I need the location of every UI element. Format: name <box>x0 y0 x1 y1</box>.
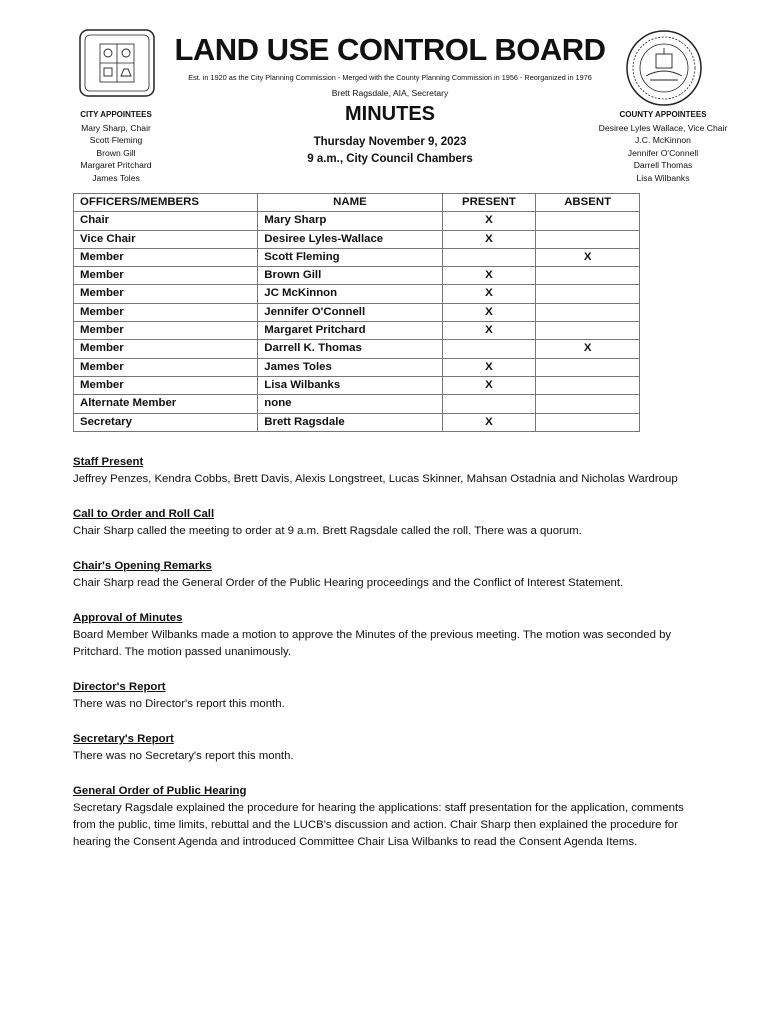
member-role: Vice Chair <box>74 230 258 248</box>
absent-mark: X <box>536 340 640 358</box>
absent-mark <box>536 395 640 413</box>
member-role: Member <box>74 358 258 376</box>
absent-mark: X <box>536 248 640 266</box>
table-row <box>74 303 640 321</box>
minutes-section <box>73 783 693 851</box>
member-name: Brown Gill <box>258 267 442 285</box>
present-mark <box>442 395 536 413</box>
member-name: James Toles <box>258 358 442 376</box>
table-row <box>74 413 640 431</box>
absent-mark <box>536 376 640 394</box>
establishment-note: Est. in 1920 as the City Planning Commission - Merged with the County Planning Commission in 1956 - Reorganized in 1976 <box>188 73 592 82</box>
table-row <box>74 267 640 285</box>
member-name: Scott Fleming <box>258 248 442 266</box>
member-role: Member <box>74 303 258 321</box>
absent-mark <box>536 267 640 285</box>
absent-mark <box>536 413 640 431</box>
meeting-date: Thursday November 9, 2023 <box>313 136 467 148</box>
section-heading: Director's Report <box>73 681 166 693</box>
member-role: Secretary <box>74 413 258 431</box>
table-row <box>74 212 640 230</box>
meeting-time-place: 9 a.m., City Council Chambers <box>307 153 473 165</box>
appointee: Brown Gill <box>96 147 136 158</box>
member-name: JC McKinnon <box>258 285 442 303</box>
table-row <box>74 230 640 248</box>
county-appointees-heading: COUNTY APPOINTEES <box>619 110 707 119</box>
member-role: Alternate Member <box>74 395 258 413</box>
column-header: PRESENT <box>442 194 536 212</box>
member-name: Darrell K. Thomas <box>258 340 442 358</box>
member-role: Member <box>74 322 258 340</box>
present-mark <box>442 248 536 266</box>
section-body: There was no Director's report this month. <box>73 698 285 710</box>
secretary-line: Brett Ragsdale, AIA, Secretary <box>331 88 449 98</box>
section-body: Chair Sharp read the General Order of the Public Hearing proceedings and the Conflict of Interest Statement. <box>73 577 624 589</box>
appointee: Mary Sharp, Chair <box>81 122 151 133</box>
absent-mark <box>536 230 640 248</box>
member-role: Chair <box>74 212 258 230</box>
member-name: Lisa Wilbanks <box>258 376 442 394</box>
section-heading: Call to Order and Roll Call <box>73 508 215 520</box>
present-mark: X <box>442 267 536 285</box>
present-mark: X <box>442 358 536 376</box>
member-role: Member <box>74 376 258 394</box>
appointee: Darrell Thomas <box>633 160 693 171</box>
table-header-row <box>74 194 640 212</box>
table-row <box>74 376 640 394</box>
present-mark: X <box>442 322 536 340</box>
appointee: Jennifer O'Connell <box>627 147 699 158</box>
attendance-table <box>73 193 640 432</box>
section-heading: General Order of Public Hearing <box>73 785 247 797</box>
minutes-sections <box>73 454 693 869</box>
appointee: Scott Fleming <box>89 135 143 146</box>
minutes-section <box>73 610 693 661</box>
present-mark: X <box>442 413 536 431</box>
section-body: Board Member Wilbanks made a motion to approve the Minutes of the previous meeting. The motion was seconded by Pritchard. The motion passed unanimously. <box>73 629 672 658</box>
section-body: Jeffrey Penzes, Kendra Cobbs, Brett Davis, Alexis Longstreet, Lucas Skinner, Mahsan Ostadnia and Nicholas Wardroup <box>73 473 678 485</box>
member-name: none <box>258 395 442 413</box>
city-of-memphis-seal-icon <box>76 26 158 100</box>
present-mark <box>442 340 536 358</box>
shelby-county-seal-icon <box>624 28 704 108</box>
table-row <box>74 322 640 340</box>
section-heading: Approval of Minutes <box>73 612 183 624</box>
county-appointees <box>588 109 738 185</box>
member-name: Mary Sharp <box>258 212 442 230</box>
absent-mark <box>536 322 640 340</box>
absent-mark <box>536 212 640 230</box>
member-role: Member <box>74 340 258 358</box>
minutes-section <box>73 679 693 713</box>
table-row <box>74 395 640 413</box>
section-body: There was no Secretary's report this month. <box>73 750 294 762</box>
column-header: ABSENT <box>536 194 640 212</box>
absent-mark <box>536 285 640 303</box>
appointee: Margaret Pritchard <box>80 160 152 171</box>
table-row <box>74 340 640 358</box>
absent-mark <box>536 303 640 321</box>
member-name: Brett Ragsdale <box>258 413 442 431</box>
present-mark: X <box>442 230 536 248</box>
column-header: OFFICERS/MEMBERS <box>74 194 258 212</box>
section-body: Chair Sharp called the meeting to order at 9 a.m. Brett Ragsdale called the roll. There was a quorum. <box>73 525 582 537</box>
minutes-section <box>73 506 693 540</box>
section-heading: Secretary's Report <box>73 733 174 745</box>
board-title: LAND USE CONTROL BOARD <box>174 32 606 67</box>
minutes-section <box>73 454 693 488</box>
column-header: NAME <box>258 194 442 212</box>
appointee: Lisa Wilbanks <box>636 172 690 183</box>
member-role: Member <box>74 267 258 285</box>
appointee: Desiree Lyles Wallace, Vice Chair <box>598 122 728 133</box>
present-mark: X <box>442 303 536 321</box>
present-mark: X <box>442 285 536 303</box>
member-role: Member <box>74 248 258 266</box>
section-heading: Staff Present <box>73 456 144 468</box>
appointee: James Toles <box>92 172 140 183</box>
minutes-section <box>73 731 693 765</box>
section-heading: Chair's Opening Remarks <box>73 560 212 572</box>
member-name: Margaret Pritchard <box>258 322 442 340</box>
table-row <box>74 358 640 376</box>
table-row <box>74 248 640 266</box>
member-name: Jennifer O'Connell <box>258 303 442 321</box>
member-role: Member <box>74 285 258 303</box>
city-appointees-heading: CITY APPOINTEES <box>80 110 152 119</box>
appointee: J.C. McKinnon <box>635 135 691 146</box>
minutes-section <box>73 558 693 592</box>
minutes-heading: MINUTES <box>345 103 435 125</box>
absent-mark <box>536 358 640 376</box>
table-row <box>74 285 640 303</box>
city-appointees <box>56 109 176 185</box>
present-mark: X <box>442 212 536 230</box>
present-mark: X <box>442 376 536 394</box>
member-name: Desiree Lyles-Wallace <box>258 230 442 248</box>
section-body: Secretary Ragsdale explained the procedure for hearing the applications: staff presentation for the application, comments from the public, time limits, rebuttal and the LUCB's discussion and action. Chair Sharp then explained the procedure for hearing the Consent Agenda and introduced Committee Chair Lisa Wilbanks to read the Consent Agenda Items. <box>73 802 684 848</box>
